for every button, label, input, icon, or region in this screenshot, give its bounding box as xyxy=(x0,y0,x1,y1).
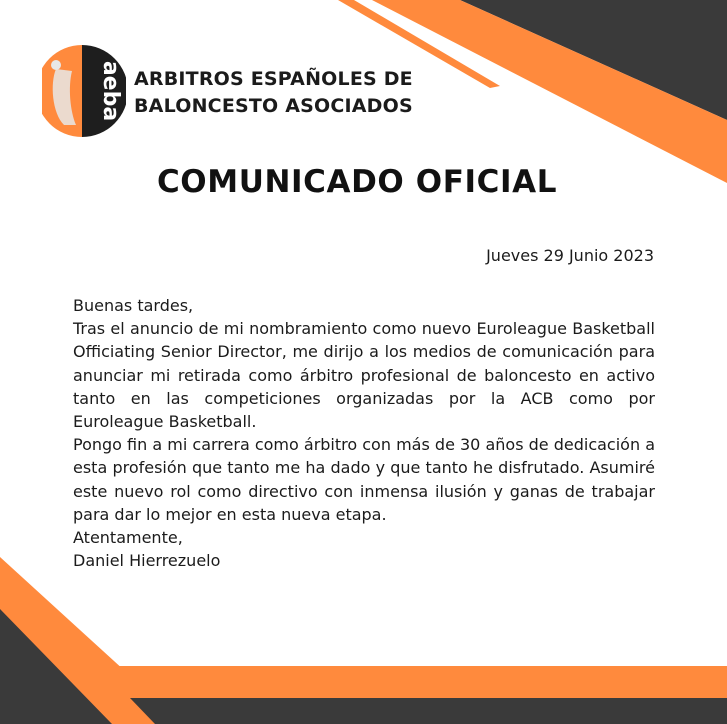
organization-name xyxy=(134,66,464,120)
paragraph-announcement: Tras el anuncio de mi nombramiento como nuevo Euroleague Basketball Officiating Senior Director, me dirijo a los medios de comunicación para anunciar mi retirada como árbitro profesional de baloncesto en activo tanto en las competiciones organizadas por la ACB como por Euroleague Basketball. xyxy=(73,319,655,432)
greeting: Buenas tardes, xyxy=(73,296,194,315)
document-date: Jueves 29 Junio 2023 xyxy=(486,246,654,265)
bottom-dark-band xyxy=(130,698,727,724)
closing: Atentamente, xyxy=(73,528,183,548)
organization-name-line1: ARBITROS ESPAÑOLES DE xyxy=(134,68,413,90)
logo-wordmark: aeba xyxy=(98,60,123,122)
aeba-logo xyxy=(42,43,126,139)
signature: Daniel Hierrezuelo xyxy=(73,551,221,571)
letter-body xyxy=(73,294,655,572)
bottom-orange-band xyxy=(102,666,727,698)
document-title: COMUNICADO OFICIAL xyxy=(156,164,558,200)
paragraph-retirement: Pongo fin a mi carrera como árbitro con más de 30 años de dedicación a esta profesión que tanto me ha dado y que tanto he disfrutado. Asumiré este nuevo rol como directivo con inmensa ilusión y ganas de trabajar para dar lo mejor en esta nueva etapa. xyxy=(73,435,655,524)
organization-name-line2: BALONCESTO ASOCIADOS xyxy=(134,95,413,117)
